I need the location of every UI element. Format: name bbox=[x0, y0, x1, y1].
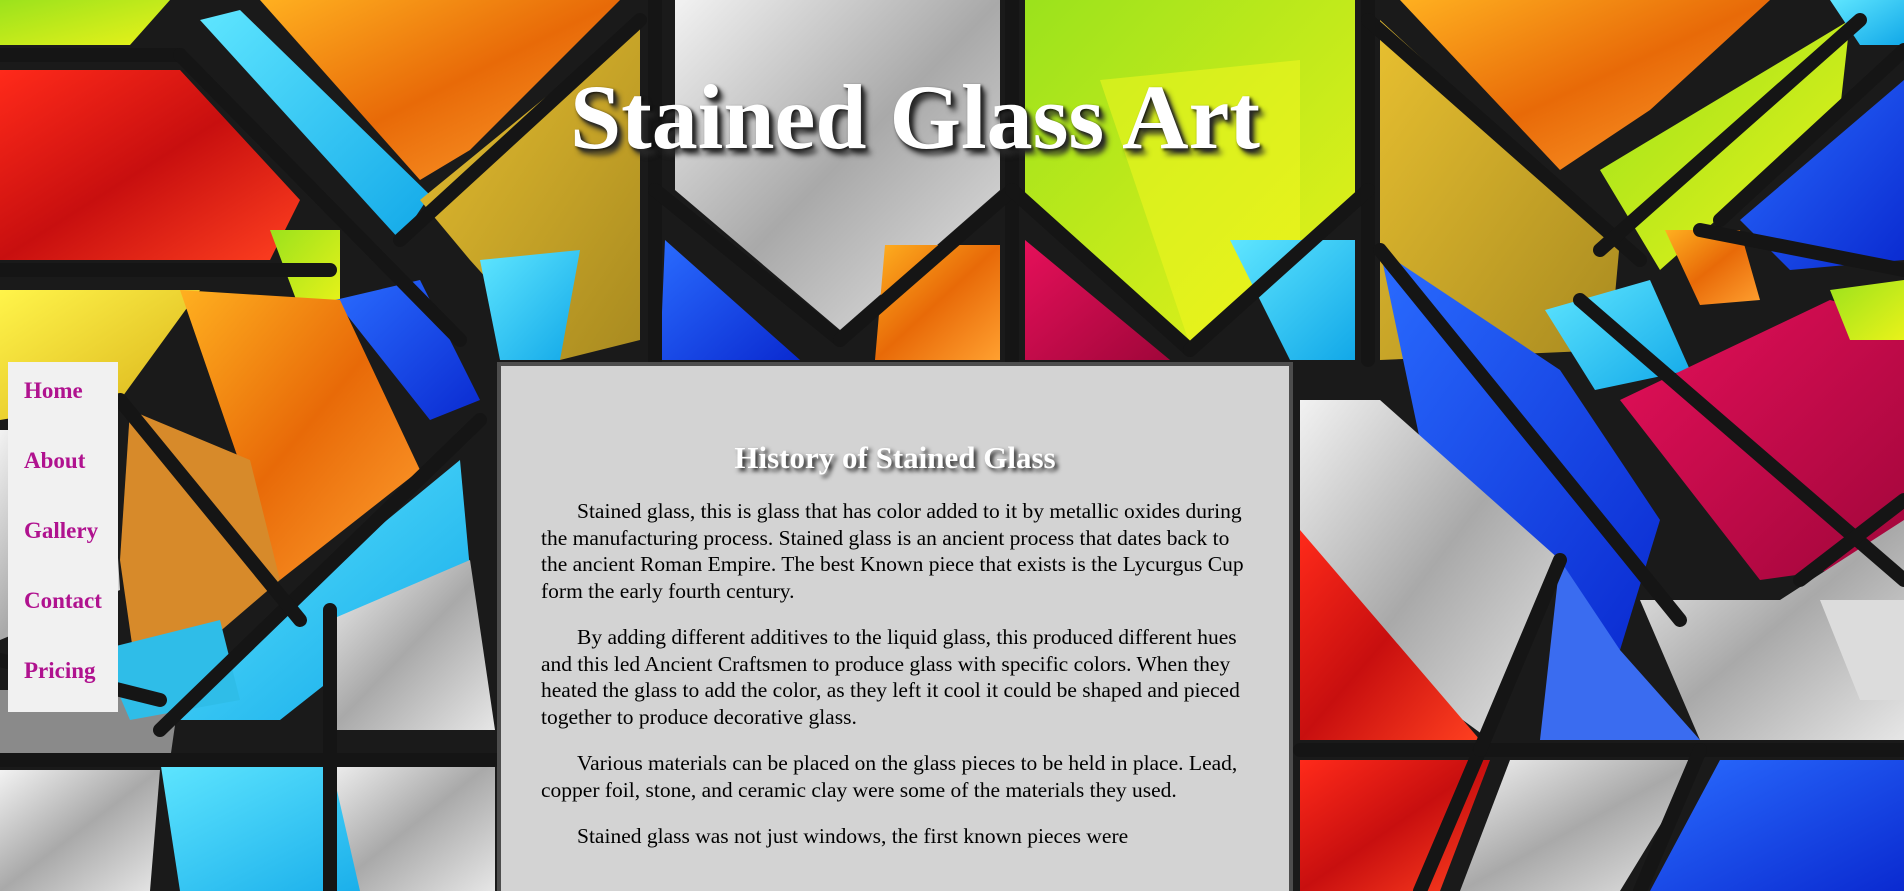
nav-link-home[interactable]: Home bbox=[24, 378, 83, 403]
history-paragraph-4: Stained glass was not just windows, the first known pieces were bbox=[577, 824, 1129, 848]
site-title: Stained Glass Art bbox=[569, 66, 1261, 168]
nav-link-about[interactable]: About bbox=[24, 448, 86, 473]
nav-link-pricing[interactable]: Pricing bbox=[24, 658, 96, 683]
content-panel bbox=[497, 362, 1293, 891]
history-paragraph-3: Various materials can be placed on the glass pieces to be held in place. Lead, copper foil, stone, and ceramic clay were some of the materials they used. bbox=[541, 751, 1238, 802]
nav-link-contact[interactable]: Contact bbox=[24, 588, 102, 613]
side-navigation bbox=[8, 362, 118, 712]
history-paragraph-1: Stained glass, this is glass that has color added to it by metallic oxides during the manufacturing process. Stained glass is an ancient process that dates back to the ancient Roman Empire. The best Known piece that exists is the Lycurgus Cup form the early fourth century. bbox=[541, 499, 1244, 603]
nav-link-gallery[interactable]: Gallery bbox=[24, 518, 99, 543]
history-paragraph-2: By adding different additives to the liquid glass, this produced different hues and this led Ancient Craftsmen to produce glass with specific colors. When they heated the glass to add the color, as they left it cool it could be shaped and pieced together to produce decorative glass. bbox=[541, 625, 1240, 729]
section-heading: History of Stained Glass bbox=[734, 440, 1056, 475]
